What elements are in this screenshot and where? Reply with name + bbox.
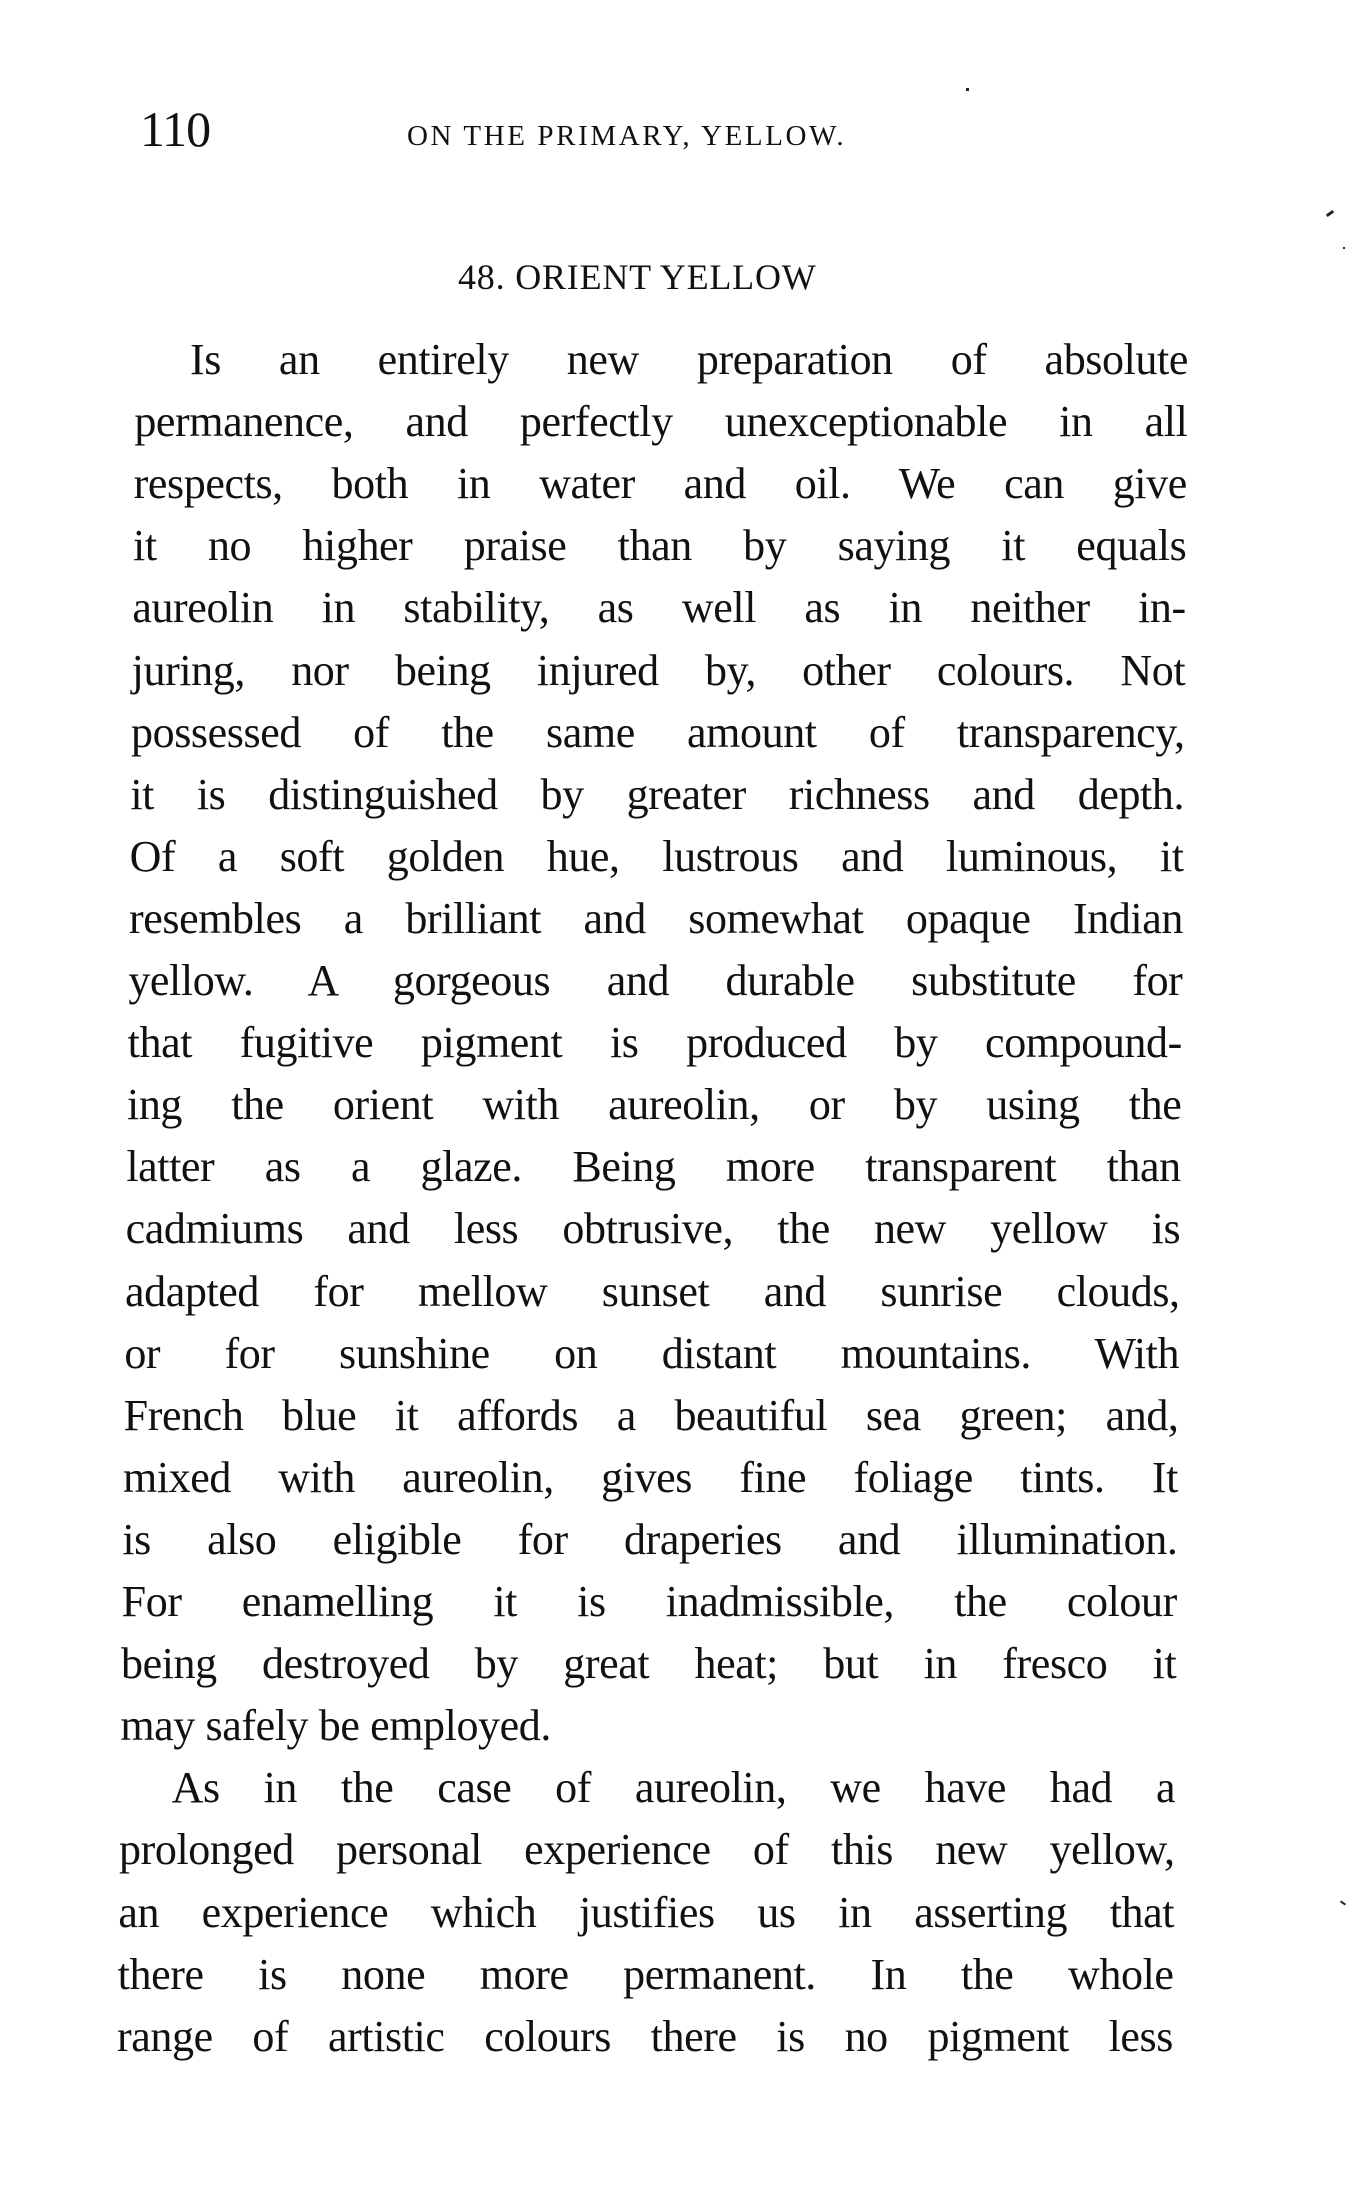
text-line: juring, nor being injured by, other colours. Not [131,645,1186,695]
text-line: prolonged personal experience of this new yellow, [119,1825,1175,1875]
section-title: 48. ORIENT YELLOW [458,257,817,297]
text-line: adapted for mellow sunset and sunrise clouds, [125,1266,1180,1316]
text-line: or for sunshine on distant mountains. With [124,1328,1180,1378]
text-line: it no higher praise than by saying it equals [133,521,1187,571]
text-line: Of a soft golden hue, lustrous and luminous, it [129,831,1184,881]
text-line: Is an entirely new preparation of absolute [190,335,1188,384]
text-line: being destroyed by great heat; but in fresco it [121,1639,1177,1689]
scan-speck [966,88,969,91]
text-line: is also eligible for draperies and illumination. [122,1514,1178,1564]
text-line: there is none more permanent. In the whole [117,1949,1174,1999]
text-line: For enamelling it is inadmissible, the colour [121,1577,1177,1626]
text-line: mixed with aureolin, gives fine foliage tints. It [123,1452,1178,1502]
text-line: may safely be employed. [120,1701,551,1751]
running-head: ON THE PRIMARY, YELLOW. [407,120,847,152]
text-line: it is distinguished by greater richness and depth. [130,769,1185,819]
scan-speck [1326,210,1334,217]
text-line: aureolin in stability, as well as in neither in- [132,583,1186,633]
text-line: resembles a brilliant and somewhat opaque Indian [129,893,1183,943]
scan-speck [1340,1900,1346,1905]
page-number: 110 [140,101,211,157]
text-line: possessed of the same amount of transparency, [131,707,1185,757]
text-line: cadmiums and less obtrusive, the new yellow is [125,1204,1181,1254]
text-line: an experience which justifies us in asserting that [118,1887,1175,1937]
text-line: ing the orient with aureolin, or by using the [127,1080,1182,1130]
text-line: respects, both in water and oil. We can give [133,459,1187,509]
text-line: French blue it affords a beautiful sea green; and, [123,1390,1179,1440]
text-line: latter as a glaze. Being more transparent than [126,1142,1181,1192]
text-line: yellow. A gorgeous and durable substitute for [128,956,1183,1005]
text-line: range of artistic colours there is no pigment less [117,2011,1173,2061]
text-line: that fugitive pigment is produced by compound- [127,1018,1182,1068]
text-line: permanence, and perfectly unexceptionable in all [134,397,1188,447]
text-line: As in the case of aureolin, we have had a [171,1763,1176,1813]
scan-speck [1343,247,1345,249]
